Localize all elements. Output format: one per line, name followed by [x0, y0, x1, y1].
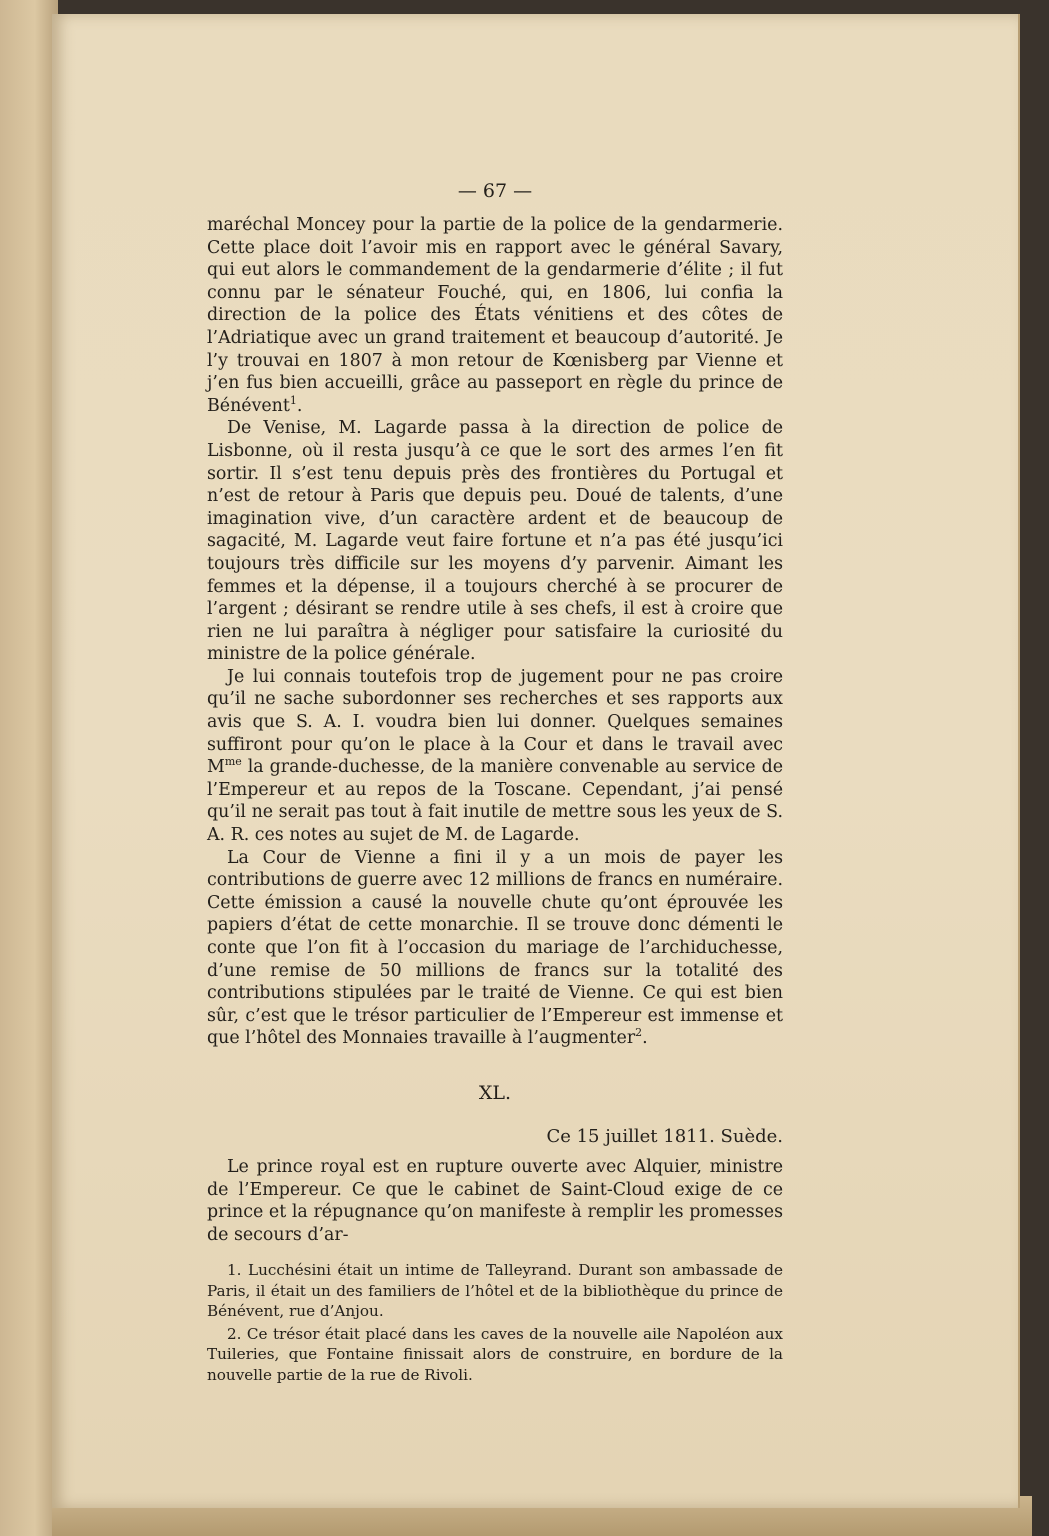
previous-page-edge — [0, 0, 58, 1536]
footnote-2: 2. Ce trésor était placé dans les caves de la nouvelle aile Napoléon aux Tuileries, que Fontaine finissait alors de construire, en bordure de la nouvelle partie de la rue de Rivoli. — [207, 1324, 783, 1384]
paragraph-1-end: . — [296, 395, 303, 416]
paragraph-1 — [207, 214, 783, 417]
paragraph-4-text: La Cour de Vienne a fini il y a un mois de payer les contributions de guerre avec 12 millions de francs en numéraire. Cette émission a causé la nouvelle chute qu’ont éprouvée les papiers d’état de cette monarchie. Il se trouve donc démenti le conte que l’on fit à l’occasion du mariage de l’archiduchesse, d’une remise de 50 millions de francs sur la totalité des contributions stipulées par le traité de Vienne. Ce qui est bien sûr, c’est que le trésor particulier de l’Empereur est immense et que l’hôtel des Monnaies travaille à l’augmenter — [207, 847, 783, 1049]
dateline: Ce 15 juillet 1811. Suède. — [546, 1125, 783, 1147]
paragraph-3 — [207, 666, 783, 847]
section-title: XL. — [478, 1081, 512, 1104]
superscript-me: me — [224, 755, 242, 769]
paragraph-4-end: . — [642, 1028, 648, 1049]
paragraph-3-end: la grande-duchesse, de la manière convenable au service de l’Empereur et au repos de la Toscane. Cependant, j’ai pensé qu’il ne serait pas tout à fait inutile de mettre sous les yeux de S. A. R. ces notes au sujet de M. de Lagarde. — [207, 757, 783, 846]
paragraph-5: Le prince royal est en rupture ouverte avec Alquier, ministre de l’Empereur. Ce que le cabinet de Saint-Cloud exige de ce prince et la répugnance qu’on manifeste à remplir les promesses de secours d’ar- — [207, 1156, 783, 1245]
page-text — [207, 176, 783, 1387]
paragraph-2: De Venise, M. Lagarde passa à la direction de police de Lisbonne, où il resta jusqu’à ce que le sort des armes l’en fit sortir. Il s’est tenu depuis près des frontières du Portugal et n’est de retour à Paris que depuis peu. Doué de talents, d’une imagination vive, d’un caractère ardent et de beaucoup de sagacité, M. Lagarde veut faire fortune et n’a pas été jusqu’ici toujours très difficile sur les moyens d’y parvenir. Aimant les femmes et la dépense, il a toujours cherché à se procurer de l’argent ; désirant se rendre utile à ses chefs, il est à croire que rien ne lui paraîtra à négliger pour satisfaire la curiosité du ministre de la police générale. — [207, 418, 783, 665]
footnote-1: 1. Lucchésini était un intime de Talleyrand. Durant son ambassade de Paris, il était un des familiers de l’hôtel et de la bibliothèque du prince de Bénévent, rue d’Anjou. — [207, 1261, 783, 1321]
paragraph-1-text: maréchal Moncey pour la partie de la police de la gendarmerie. Cette place doit l’avoir mis en rapport avec le général Savary, qui eut alors le commandement de la gendarmerie d’élite ; il fut connu par le sénateur Fouché, qui, en 1806, lui confia la direction de la police des États vénitiens et des côtes de l’Adriatique avec un grand traitement et beaucoup d’autorité. Je l’y trouvai en 1807 à mon retour de Kœnisberg par Vienne et j’en fus bien accueilli, grâce au passeport en règle du prince de Bénévent — [207, 215, 783, 416]
page-number: — 67 — — [457, 180, 533, 202]
paragraph-4 — [207, 847, 783, 1050]
footnotes — [207, 1260, 783, 1385]
paragraph-3-start: Je lui connais toutefois trop de jugement pour ne pas croire qu’il ne sache subordonner ses recherches et ses rapports aux avis que S. A. I. voudra bien lui donner. Quelques semaines suffiront pour qu’on le place à la Cour et dans le travail avec M — [207, 666, 783, 778]
footnote-ref-2: 2 — [635, 1026, 643, 1040]
footnote-ref-1: 1 — [289, 393, 297, 407]
